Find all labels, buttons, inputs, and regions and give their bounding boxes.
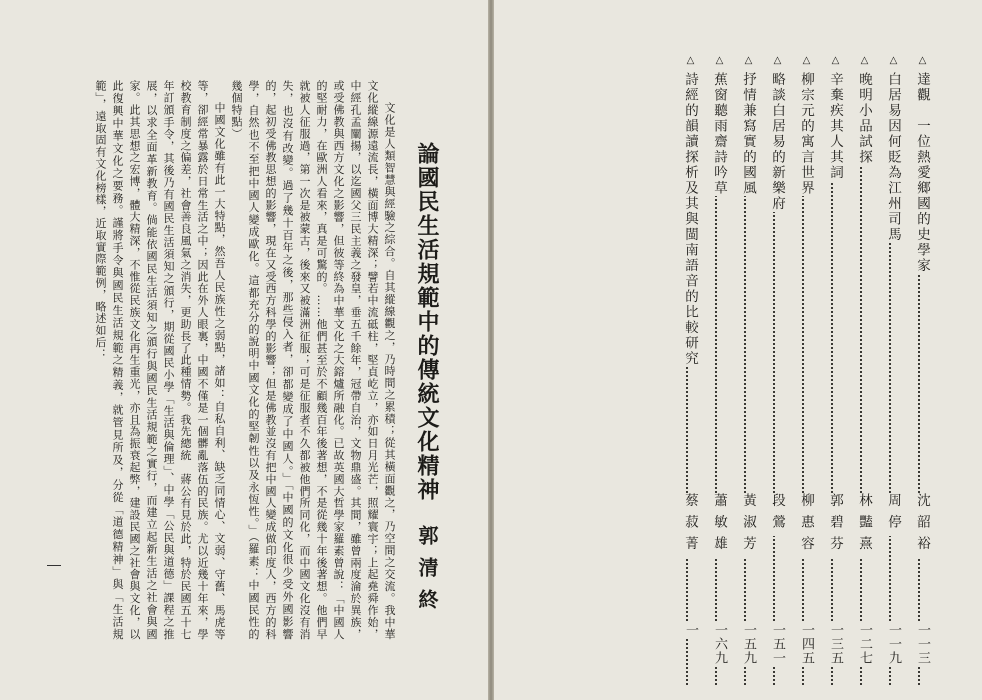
- page-edge-mark: [47, 565, 61, 566]
- toc-entry-title: △白居易因何貶為江州司馬: [885, 55, 901, 243]
- essay-paragraph-1: 文化是人類智慧與經驗之綜合。自其縱線觀之，乃時間之累積；從其橫面觀之，乃空間之交流。我中華文化縱線源遠流長，橫面博大精深；譬若中流砥柱，堅貞屹立，亦如日月光芒，照耀寰宇；上起堯舜作始，中經孔孟闡揚，以迄國父三民主義之發皇，垂五千餘年，冠帶自治，文物鼎盛。其間，雖曾兩度淪於異族，或受佛教與西方文化之影響，但彼等終為中華文化之大鎔爐所融化。已故英國大哲學家羅素曾說：「中國人的堅耐力，在歐洲人看來，真是可驚的。……他們甚至於不顧幾百年後著想，不是從幾十年後著想。他們早就被人征服過，第一次是被蒙古，後來又被滿洲征服；可是征服者不久都被他們所同化，而中國文化沒有消失，也沒有改變。過了幾十百年之後，那些侵入者，卻都變成了中國人。」「中國的文化很少受外國影響的，起初受佛教思想的影響，現在又受西方科學的影響；但是佛教並沒有把中國人變成做印度人，西方的科學，自然也不至把中國人變成歐化。這都充分的說明中國文化的堅韌性以及永恆性。」（羅素：中國民性的幾個特點）: [230, 80, 396, 640]
- triangle-bullet-icon: △: [888, 55, 899, 68]
- toc-entry[interactable]: [761, 55, 787, 685]
- triangle-bullet-icon: △: [772, 55, 783, 68]
- toc-entry-title: △晚明小品試探: [856, 55, 872, 165]
- toc-entry-title: △抒情兼寫實的國風: [740, 55, 756, 196]
- triangle-bullet-icon: △: [830, 55, 841, 68]
- toc-entry-page-number: 一二七: [857, 623, 872, 665]
- toc-entry-title: △柳宗元的寓言世界: [798, 55, 814, 196]
- toc-entry-page-number: 一一九: [886, 623, 901, 665]
- triangle-bullet-icon: △: [917, 55, 928, 68]
- toc-entry-page-number: 一四五: [799, 623, 814, 665]
- essay-title: 論國民生活規範中的傳統文化精神: [414, 142, 440, 502]
- toc-entry-page-number: 一一三: [915, 623, 930, 665]
- essay-body: [92, 80, 398, 640]
- toc-entry[interactable]: [703, 55, 729, 685]
- essay-author: 郭清終: [415, 525, 439, 621]
- toc-entry-title: △蕉窗聽雨齋詩吟草: [711, 55, 727, 196]
- essay-paragraph-2: 中國文化雖有此一大特點，然吾人民族性之弱點，諸如：自私自利、缺乏同情心、文弱、守舊、馬虎等等，卻經常暴露於日常生活之中；因此在外人眼裏，中國不僅是一個髒亂落伍的民族。尤以近幾十年來，學校教育制度之偏差，社會善良風氣之消失，更助長了此種情勢。我先總統 蔣公有見於此，特於民國五十七年訂頒手令，其後乃有國民生活須知之頒行，期從國民小學「生活與倫理」、中學「公民與道德」課程之推展，以求全面革新教育。倘能依國民生活須知之頒行與國民生活規範之實行，而建立起新生活之社會與國家。此其思想之宏博，體大精深，不惟從民族文化再生重光，亦且為振衰起弊，建設民國之社會與文化，以此復興中華文化之要務。謹將手令與國民生活規範之精義，就管見所及，分從「道德精神」與「生活規範」，遠取固有文化榜樣，近取實際範例，略述如后：: [94, 80, 226, 640]
- triangle-bullet-icon: △: [801, 55, 812, 68]
- toc-entry[interactable]: [877, 55, 903, 685]
- toc-entry-author: 蕭敏雄: [711, 493, 727, 558]
- triangle-bullet-icon: △: [859, 55, 870, 68]
- triangle-bullet-icon: △: [714, 55, 725, 68]
- toc-entry-page-number: 一五九: [741, 623, 756, 665]
- toc-entry-page-number: 一: [683, 623, 698, 637]
- toc-entry-title: △略談白居易的新樂府: [769, 55, 785, 212]
- toc-entry[interactable]: [848, 55, 874, 685]
- toc-entry[interactable]: [732, 55, 758, 685]
- triangle-bullet-icon: △: [743, 55, 754, 68]
- toc-entry[interactable]: [819, 55, 845, 685]
- toc-entry-author: 柳惠容: [798, 493, 814, 558]
- toc-entry-author: 林豔熹: [856, 493, 872, 558]
- toc-entry-page-number: 一六九: [712, 623, 727, 665]
- toc-entry[interactable]: [674, 55, 700, 685]
- triangle-bullet-icon: △: [685, 55, 696, 68]
- toc-entry-author: 郭碧芬: [827, 493, 843, 558]
- toc-entry-page-number: 一五一: [770, 623, 785, 665]
- toc-entry-title: △達觀 一位熱愛鄉國的史學家: [914, 55, 930, 274]
- toc-entry-author: 周停: [885, 493, 901, 536]
- toc-page: [494, 0, 982, 700]
- essay-page: [0, 0, 488, 700]
- toc-entry-title: △詩經的韻讀探析及其與閩南語音的比較研究: [682, 55, 698, 367]
- toc-entry-author: 沈韶裕: [914, 493, 930, 558]
- toc-entry-author: 黃淑芳: [740, 493, 756, 558]
- toc-entry-title: △辛棄疾其人其詞: [827, 55, 843, 181]
- toc-entry[interactable]: [906, 55, 932, 685]
- toc-entry-author: 蔡菽菁: [682, 493, 698, 558]
- toc-entry-author: 段鶯: [769, 493, 785, 536]
- toc-entry[interactable]: [790, 55, 816, 685]
- toc-entry-page-number: 一三五: [828, 623, 843, 665]
